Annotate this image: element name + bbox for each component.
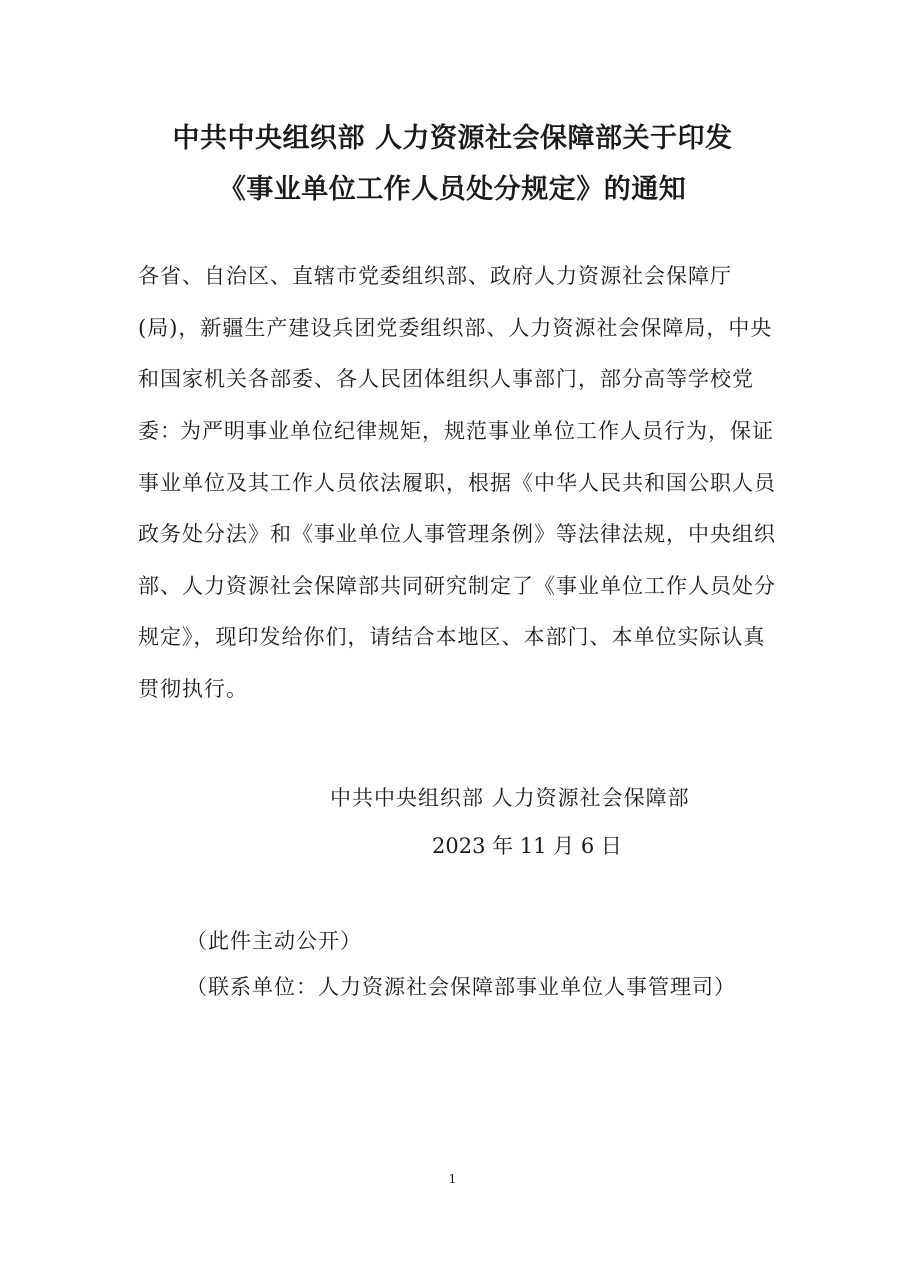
document-title-line-2: 《事业单位工作人员处分规定》的通知 bbox=[218, 174, 687, 205]
addressee-text: 各省、自治区、直辖市党委组织部、政府人力资源社会保障厅(局)，新疆生产建设兵团党委组织部、人力资源社会保障局，中央和国家机关各部委、各人民团体组织人事部门，部分高等学校党委： bbox=[138, 264, 773, 443]
contact-note: （联系单位：人力资源社会保障部事业单位人事管理司） bbox=[186, 975, 736, 999]
disclosure-note: （此件主动公开） bbox=[186, 929, 362, 953]
body-text: 为严明事业单位纪律规矩，规范事业单位工作人员行为，保证事业单位及其工作人员依法履职，根据《中华人民共和国公职人员政务处分法》和《事业单位人事管理条例》等法律法规，中央组织部、人力资源社会保障部共同研究制定了《事业单位工作人员处分规定》，现印发给你们，请结合本地区、本部门、本单位实际认真贯彻执行。 bbox=[138, 419, 776, 701]
issuer-signature: 中共中央组织部 人力资源社会保障部 bbox=[330, 786, 690, 810]
document-title-line-1: 中共中央组织部 人力资源社会保障部关于印发 bbox=[172, 123, 733, 154]
issue-date: 2023 年 11 月 6 日 bbox=[432, 834, 622, 858]
page-number: 1 bbox=[448, 1172, 457, 1186]
body-paragraph bbox=[138, 406, 778, 715]
